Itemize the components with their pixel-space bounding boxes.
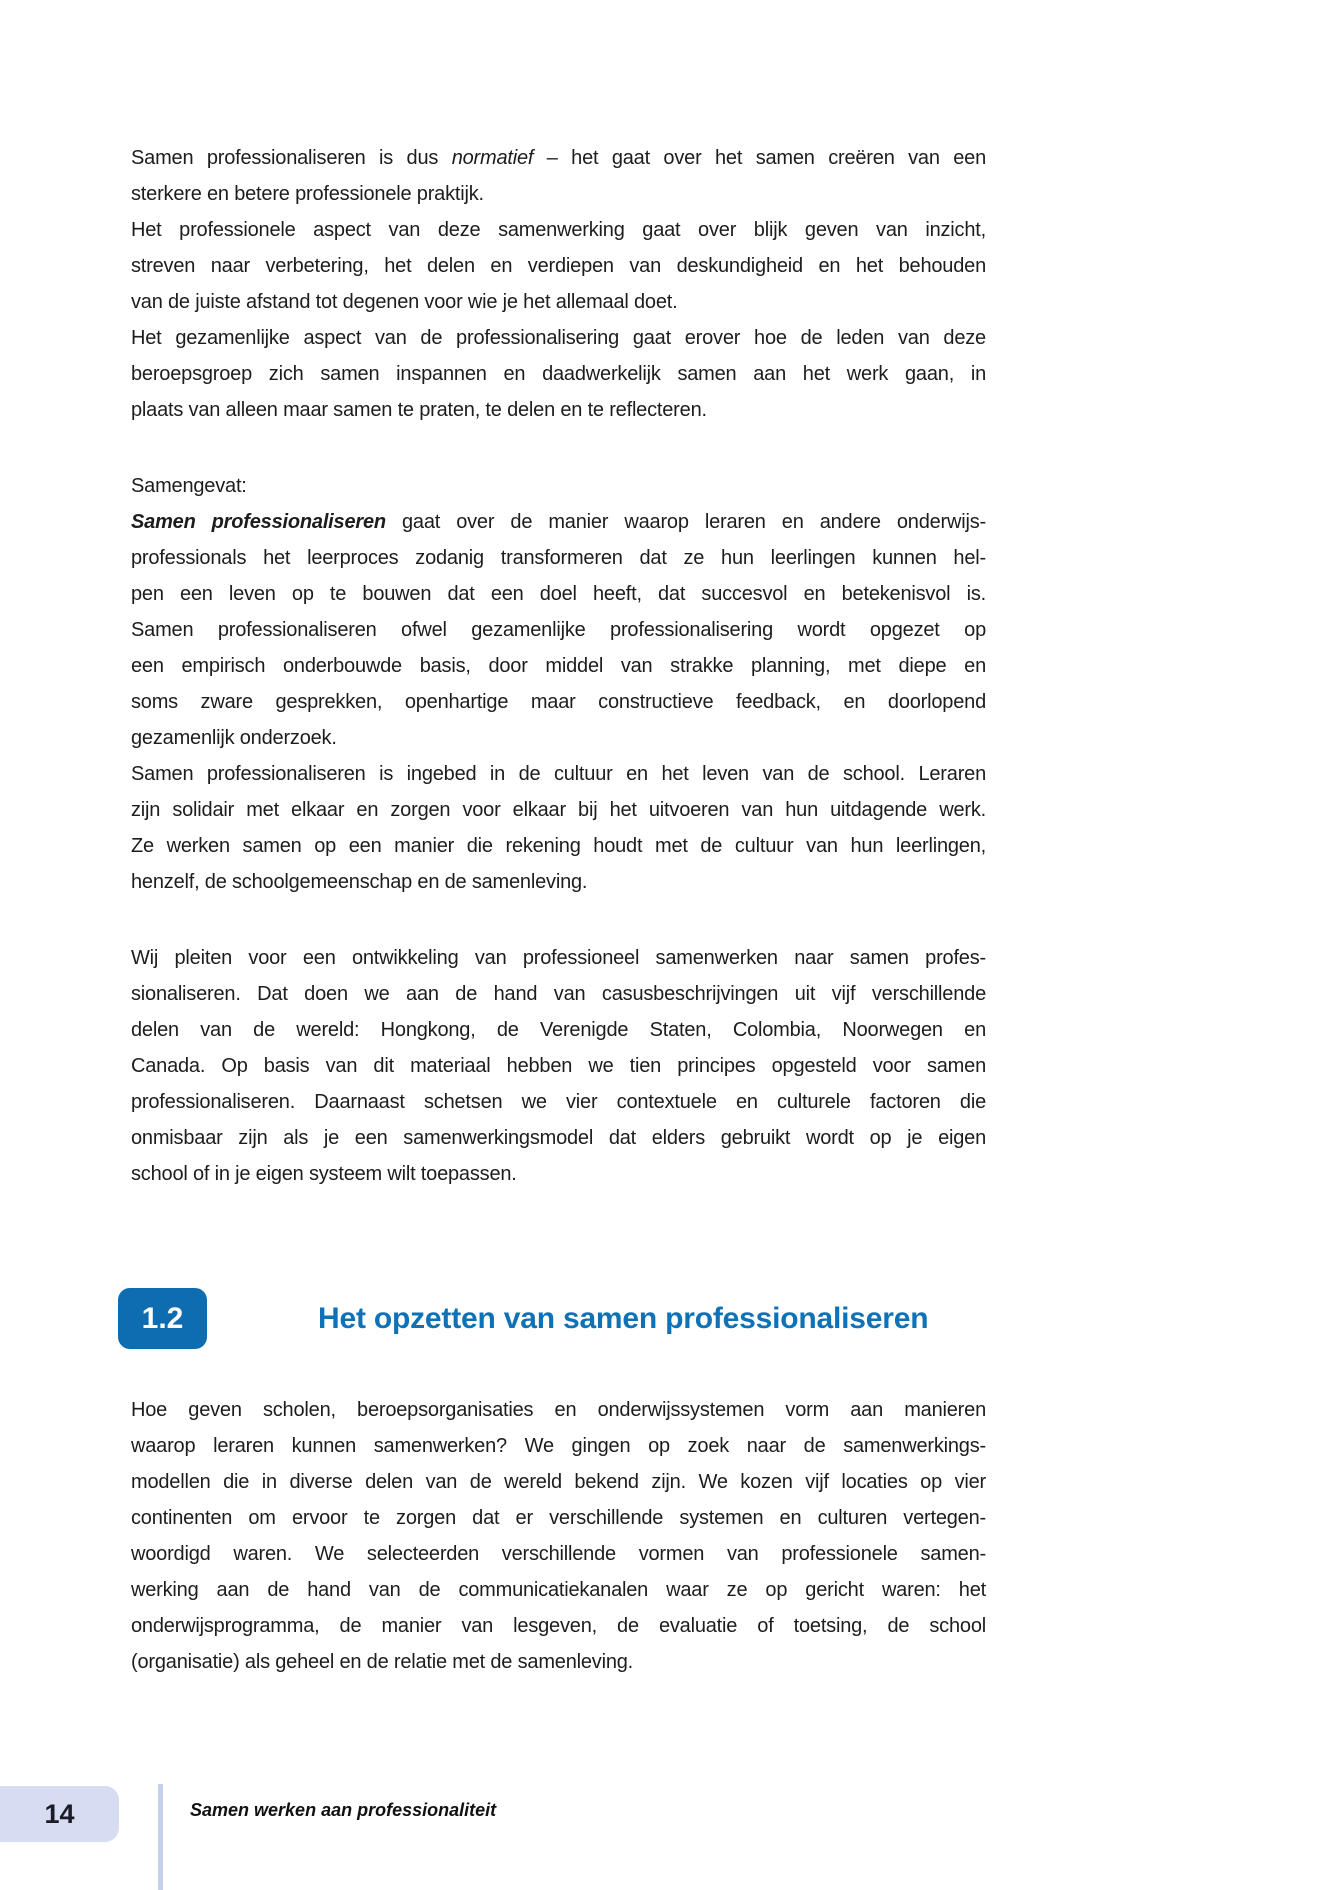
section-title: Het opzetten van samen professionaliseren — [318, 1301, 929, 1335]
text-line: van de juiste afstand tot degenen voor wie je het allemaal doet. — [131, 291, 678, 313]
paragraph — [131, 140, 986, 212]
text-line: delen van de wereld: Hongkong, de Verenigde Staten, Colombia, Noorwegen en — [131, 1019, 986, 1041]
paragraph — [131, 1392, 986, 1680]
section-heading-row — [118, 1288, 928, 1349]
text-line: professionals het leerproces zodanig transformeren dat ze hun leerlingen kunnen hel- — [131, 547, 986, 569]
text-line: sterkere en betere professionele praktijk. — [131, 183, 484, 205]
text-line: Samen professionaliseren ofwel gezamenlijke professionalisering wordt opgezet op — [131, 619, 986, 641]
text-line: Samen professionaliseren is ingebed in de cultuur en het leven van de school. Leraren — [131, 763, 986, 785]
text-line: Samen professionaliseren is dus normatief – het gaat over het samen creëren van een — [131, 147, 986, 169]
footer-book-title: Samen werken aan professionaliteit — [190, 1800, 497, 1820]
page-number: 14 — [44, 1798, 75, 1829]
text-line: Ze werken samen op een manier die rekening houdt met de cultuur van hun leerlingen, — [131, 835, 986, 857]
paragraph — [131, 756, 986, 900]
text-line: woordigd waren. We selecteerden verschillende vormen van professionele samen- — [131, 1543, 986, 1565]
text-line: school of in je eigen systeem wilt toepassen. — [131, 1163, 517, 1185]
body-text-bottom — [131, 1392, 986, 1680]
text-line: henzelf, de schoolgemeenschap en de samenleving. — [131, 871, 588, 893]
text-line: sionaliseren. Dat doen we aan de hand van casusbeschrijvingen uit vijf verschillende — [131, 983, 986, 1005]
text-line: (organisatie) als geheel en de relatie met de samenleving. — [131, 1651, 634, 1673]
text-line: Het gezamenlijke aspect van de professionalisering gaat erover hoe de leden van deze — [131, 327, 986, 349]
text-line: Canada. Op basis van dit materiaal hebben we tien principes opgesteld voor samen — [131, 1055, 986, 1077]
paragraph — [131, 940, 986, 1192]
text-line: plaats van alleen maar samen te praten, te delen en te reflecteren. — [131, 399, 707, 421]
text-line: streven naar verbetering, het delen en verdiepen van deskundigheid en het behouden — [131, 255, 986, 277]
footer-divider-line — [158, 1784, 163, 1890]
text-line: werking aan de hand van de communicatiekanalen waar ze op gericht waren: het — [131, 1579, 986, 1601]
paragraph — [131, 468, 986, 504]
text-line: Wij pleiten voor een ontwikkeling van professioneel samenwerken naar samen profes- — [131, 947, 986, 969]
text-line: gezamenlijk onderzoek. — [131, 727, 337, 749]
text-line: zijn solidair met elkaar en zorgen voor elkaar bij het uitvoeren van hun uitdagende werk. — [131, 799, 986, 821]
text-line: professionaliseren. Daarnaast schetsen we vier contextuele en culturele factoren die — [131, 1091, 986, 1113]
text-line: Samen professionaliseren gaat over de manier waarop leraren en andere onderwijs- — [131, 511, 986, 533]
paragraph — [131, 504, 986, 756]
text-line: Samengevat: — [131, 475, 247, 497]
paragraph — [131, 320, 986, 428]
paragraph — [131, 212, 986, 320]
text-line: beroepsgroep zich samen inspannen en daadwerkelijk samen aan het werk gaan, in — [131, 363, 986, 385]
text-line: onderwijsprogramma, de manier van lesgeven, de evaluatie of toetsing, de school — [131, 1615, 986, 1637]
text-line: modellen die in diverse delen van de wereld bekend zijn. We kozen vijf locaties op vier — [131, 1471, 986, 1493]
text-line: een empirisch onderbouwde basis, door middel van strakke planning, met diepe en — [131, 655, 986, 677]
section-number-badge — [118, 1288, 207, 1349]
text-line: Hoe geven scholen, beroepsorganisaties en onderwijssystemen vorm aan manieren — [131, 1399, 986, 1421]
section-number: 1.2 — [141, 1301, 184, 1335]
text-line: soms zware gesprekken, openhartige maar constructieve feedback, en doorlopend — [131, 691, 986, 713]
text-line: pen een leven op te bouwen dat een doel heeft, dat succesvol en betekenisvol is. — [131, 583, 986, 605]
text-line: Het professionele aspect van deze samenwerking gaat over blijk geven van inzicht, — [131, 219, 986, 241]
text-line: continenten om ervoor te zorgen dat er verschillende systemen en culturen vertegen- — [131, 1507, 986, 1529]
body-text-top — [131, 140, 986, 1192]
page-number-box — [0, 1786, 119, 1842]
text-line: onmisbaar zijn als je een samenwerkingsmodel dat elders gebruikt wordt op je eigen — [131, 1127, 986, 1149]
text-line: waarop leraren kunnen samenwerken? We gingen op zoek naar de samenwerkings- — [131, 1435, 986, 1457]
